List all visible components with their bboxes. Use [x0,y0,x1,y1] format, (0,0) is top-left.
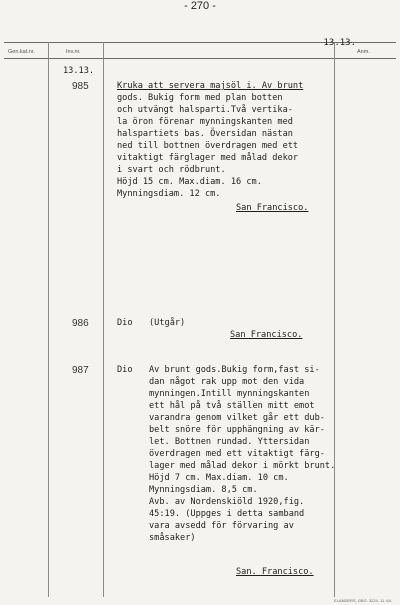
column-divider-3 [334,42,335,597]
entry-text-line: ned till bottnen överdragen med ett [117,141,299,151]
inv-number: 985 [72,81,89,92]
entry-text-line: mynningen.Intill mynningskanten [149,389,310,399]
inv-number: 987 [72,365,89,376]
printer-imprint: ELANDERS, GBG. 3224. 11. 64. [334,598,392,603]
entry-text-line: Mynningsdiam. 8,5 cm. [149,485,258,495]
entry-text-line: belt snöre för upphängning av kär- [149,425,325,435]
section-number: 13.13. [63,66,95,76]
entry-text-line: halspartiets bas. Översidan nästan [117,129,293,139]
entry-text-line: Avb. av Nordenskiöld 1920,fig. [149,497,305,507]
column-header-inv-nr: Inv.nr. [66,49,81,55]
entry-text-line: Höjd 15 cm. Max.diam. 16 cm. [117,177,262,187]
column-header-gen-kat: Gen.kat.nr. [8,49,35,55]
column-divider-2 [103,42,104,597]
entry-text-line: i svart och rödbrunt. [117,165,226,175]
entry-text-line: och utvängt halsparti.Två vertika- [117,105,293,115]
entry-text-line: let. Bottnen rundad. Yttersidan [149,437,310,447]
entry-text-line: dan något rak upp mot den vida [149,377,305,387]
entry-text-line: 45:19. (Uppges i detta samband [149,509,305,519]
header-bottom-rule [4,58,396,59]
place-name: San Francisco. [230,330,303,340]
inv-number: 986 [72,318,89,329]
entry-985-title-line: Kruka att servera majsöl i. Av brunt [117,81,304,91]
entry-text-line: varandra genom vilket går ett dub- [149,413,325,423]
entry-text-line: Mynningsdiam. 12 cm. [117,189,221,199]
entry-text-line: småsaker) [149,533,196,543]
entry-text-line: (Utgår) [149,318,186,328]
ditto-mark: Dio [117,365,133,375]
page-number: - 270 - [184,0,216,12]
corner-number: 13.13. [323,38,356,48]
entry-text-line: gods. Bukig form med plan botten [117,93,283,103]
entry-text-line: vara avsedd för förvaring av [149,521,294,531]
column-divider-1 [48,42,49,597]
entry-text-line: la öron förenar mynningskanten med [117,117,293,127]
entry-text-line: överdragen med ett vitaktigt färg- [149,449,325,459]
entry-text-line: ett hål på två ställen mitt emot [149,401,315,411]
entry-text-line: Höjd 7 cm. Max.diam. 10 cm. [149,473,289,483]
entry-text-line: vitaktigt färglager med målad dekor [117,153,299,163]
entry-text-line: Av brunt gods.Bukig form,fast si- [149,365,320,375]
entry-text-line: lager med målad dekor i mörkt brunt. [149,461,336,471]
column-header-anm: Anm. [357,49,370,55]
ditto-mark: Dio [117,318,133,328]
place-name: San Francisco. [236,203,309,213]
place-name: San. Francisco. [236,567,314,577]
